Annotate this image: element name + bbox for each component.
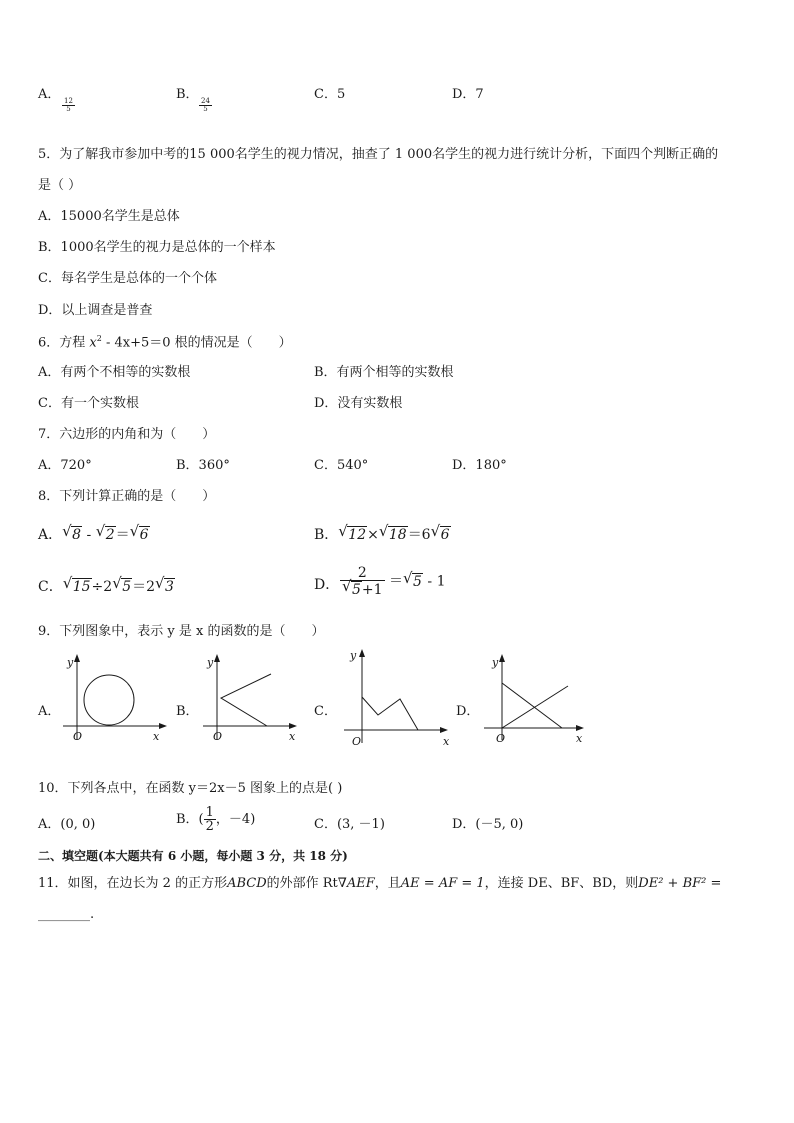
q8-option-c (38, 578, 175, 594)
q6-stem-pre: 6．方程 (38, 335, 90, 351)
q8-c-eq: ＝2 (132, 579, 156, 595)
q4-a-numerator: 12 (64, 97, 73, 105)
q8-b-radicand-3: 6 (440, 527, 450, 543)
q4-option-a (38, 88, 60, 101)
q8-d-numerator: 2 (340, 566, 385, 581)
q8-c-radicand-1: 15 (72, 579, 91, 595)
q5-option-a: A．15000名学生是总体 (38, 209, 180, 224)
q7-option-b: B．360° (176, 458, 230, 473)
q4-a-denominator: 5 (66, 105, 71, 113)
q8-b-radicand-1: 12 (348, 527, 367, 543)
q11-part4: ，连接 DE、BF、BD，则 (484, 876, 639, 891)
q11-part2: 的外部作 Rt (266, 876, 338, 891)
q8-d-den-radicand: 5 (352, 582, 361, 598)
q8-b-radicand-2: 18 (388, 527, 407, 543)
q10-option-b (176, 806, 255, 833)
q9-c-origin: O (352, 735, 362, 748)
q8-d-letter: D． (314, 577, 340, 593)
q8-c-radicand-3: 3 (165, 579, 174, 595)
q9-b-y-label: y (207, 656, 214, 669)
q4-option-b (176, 88, 199, 101)
q10-b-pre: B．( (176, 812, 204, 827)
q9-d-origin: O (496, 732, 506, 745)
q8-c-letter: C． (38, 579, 63, 595)
section-heading: 二、填空题(本大题共有 6 小题，每小题 3 分，共 18 分) (38, 849, 348, 863)
q11-part3: ，且 (374, 876, 401, 891)
q7-option-d: D．180° (452, 458, 507, 473)
q8-d-radicand: 5 (413, 573, 422, 590)
q9-option-a-label: A． (38, 704, 61, 719)
q9-d-y-label: y (492, 656, 499, 669)
q8-b-eq: ＝6 (407, 527, 431, 543)
q8-a-radicand-1: 8 (72, 527, 82, 543)
q8-a-op: - (82, 527, 96, 543)
q5-option-c: C．每名学生是总体的一个个体 (38, 271, 217, 286)
q8-option-a (38, 526, 150, 542)
q8-option-d-expr (340, 566, 445, 597)
q8-c-radicand-2: 5 (122, 579, 132, 595)
q4-option-a-fraction (62, 98, 75, 113)
q6-option-a: A．有两个不相等的实数根 (38, 365, 191, 380)
q9-graph-b (195, 650, 305, 745)
q10-b-numerator: 1 (205, 805, 214, 820)
q8-b-letter: B． (314, 527, 339, 543)
q11-triangle-name: ∇AEF (337, 876, 375, 891)
q11-stem (38, 877, 721, 890)
q6-option-c: C．有一个实数根 (38, 396, 139, 411)
q9-b-x-label: x (289, 730, 296, 743)
q8-a-radicand-2: 2 (105, 527, 115, 543)
q6-stem (38, 335, 292, 349)
q8-option-b (314, 526, 451, 542)
q6-stem-post: - 4x+5＝0 根的情况是（ ） (101, 335, 292, 351)
q9-graph-a (55, 650, 170, 745)
q10-option-d: D．(－5, 0) (452, 817, 524, 832)
q9-option-c-label: C． (314, 704, 337, 719)
q4-option-b-fraction (199, 98, 212, 113)
q9-stem: 9．下列图象中，表示 y 是 x 的函数的是（ ） (38, 624, 325, 639)
q5-option-d: D．以上调查是普查 (38, 303, 153, 318)
q5-stem-line2: 是（ ） (38, 178, 82, 193)
q8-a-radicand-3: 6 (139, 527, 149, 543)
q4-b-letter: B． (176, 87, 199, 102)
q4-option-c: C．5 (314, 87, 346, 102)
q9-option-d-label: D． (456, 704, 480, 719)
q11-expression: DE² + BF² = (638, 876, 722, 891)
q7-option-a: A．720° (38, 458, 92, 473)
q11-part1: 11．如图，在边长为 2 的正方形 (38, 876, 228, 891)
q6-stem-sup: 2 (96, 334, 102, 343)
q8-d-post: - 1 (422, 573, 446, 590)
q11-square-name: ABCD (227, 876, 267, 891)
q4-b-numerator: 24 (201, 97, 210, 105)
q10-stem: 10．下列各点中，在函数 y＝2x－5 图象上的点是( ) (38, 781, 343, 796)
q8-a-letter: A． (38, 527, 63, 543)
q8-d-eq: ＝ (389, 573, 404, 590)
q11-condition: AE = AF = 1 (400, 876, 485, 891)
q6-option-d: D．没有实数根 (314, 396, 403, 411)
q5-stem-line1: 5．为了解我市参加中考的15 000名学生的视力情况，抽查了 1 000名学生的视力进行统计分析，下面四个判断正确的 (38, 147, 719, 162)
q9-c-y-label: y (350, 649, 357, 662)
q9-option-b-label: B． (176, 704, 199, 719)
q9-graph-c (336, 645, 458, 747)
q9-a-x-label: x (153, 730, 160, 743)
q5-option-b: B．1000名学生的视力是总体的一个样本 (38, 240, 276, 255)
q10-b-denominator: 2 (205, 819, 214, 834)
q8-b-op: × (367, 527, 379, 543)
q10-b-post: ，－4) (215, 812, 256, 827)
q10-option-a: A．(0, 0) (38, 817, 96, 832)
q9-d-x-label: x (576, 732, 583, 745)
q11-answer-blank: ________. (38, 907, 95, 922)
q7-stem: 7．六边形的内角和为（ ） (38, 427, 216, 442)
q9-c-x-label: x (443, 735, 450, 748)
q9-graph-d (480, 650, 590, 745)
q8-a-eq: ＝ (115, 527, 130, 543)
q9-a-y-label: y (67, 656, 74, 669)
q8-c-op: ÷2 (91, 579, 113, 595)
q4-a-letter: A． (38, 87, 61, 102)
q8-option-d-label (314, 578, 339, 592)
q8-d-denominator (340, 581, 385, 597)
q8-stem: 8．下列计算正确的是（ ） (38, 489, 216, 504)
q6-option-b: B．有两个相等的实数根 (314, 365, 454, 380)
q7-option-c: C．540° (314, 458, 369, 473)
q9-a-origin: O (73, 730, 83, 743)
q4-b-denominator: 5 (203, 105, 208, 113)
q8-d-den-post: +1 (361, 582, 383, 598)
q10-option-c: C．(3, －1) (314, 817, 385, 832)
q9-b-origin: O (213, 730, 223, 743)
q6-stem-var: x (89, 335, 97, 351)
q4-option-d: D．7 (452, 87, 484, 102)
